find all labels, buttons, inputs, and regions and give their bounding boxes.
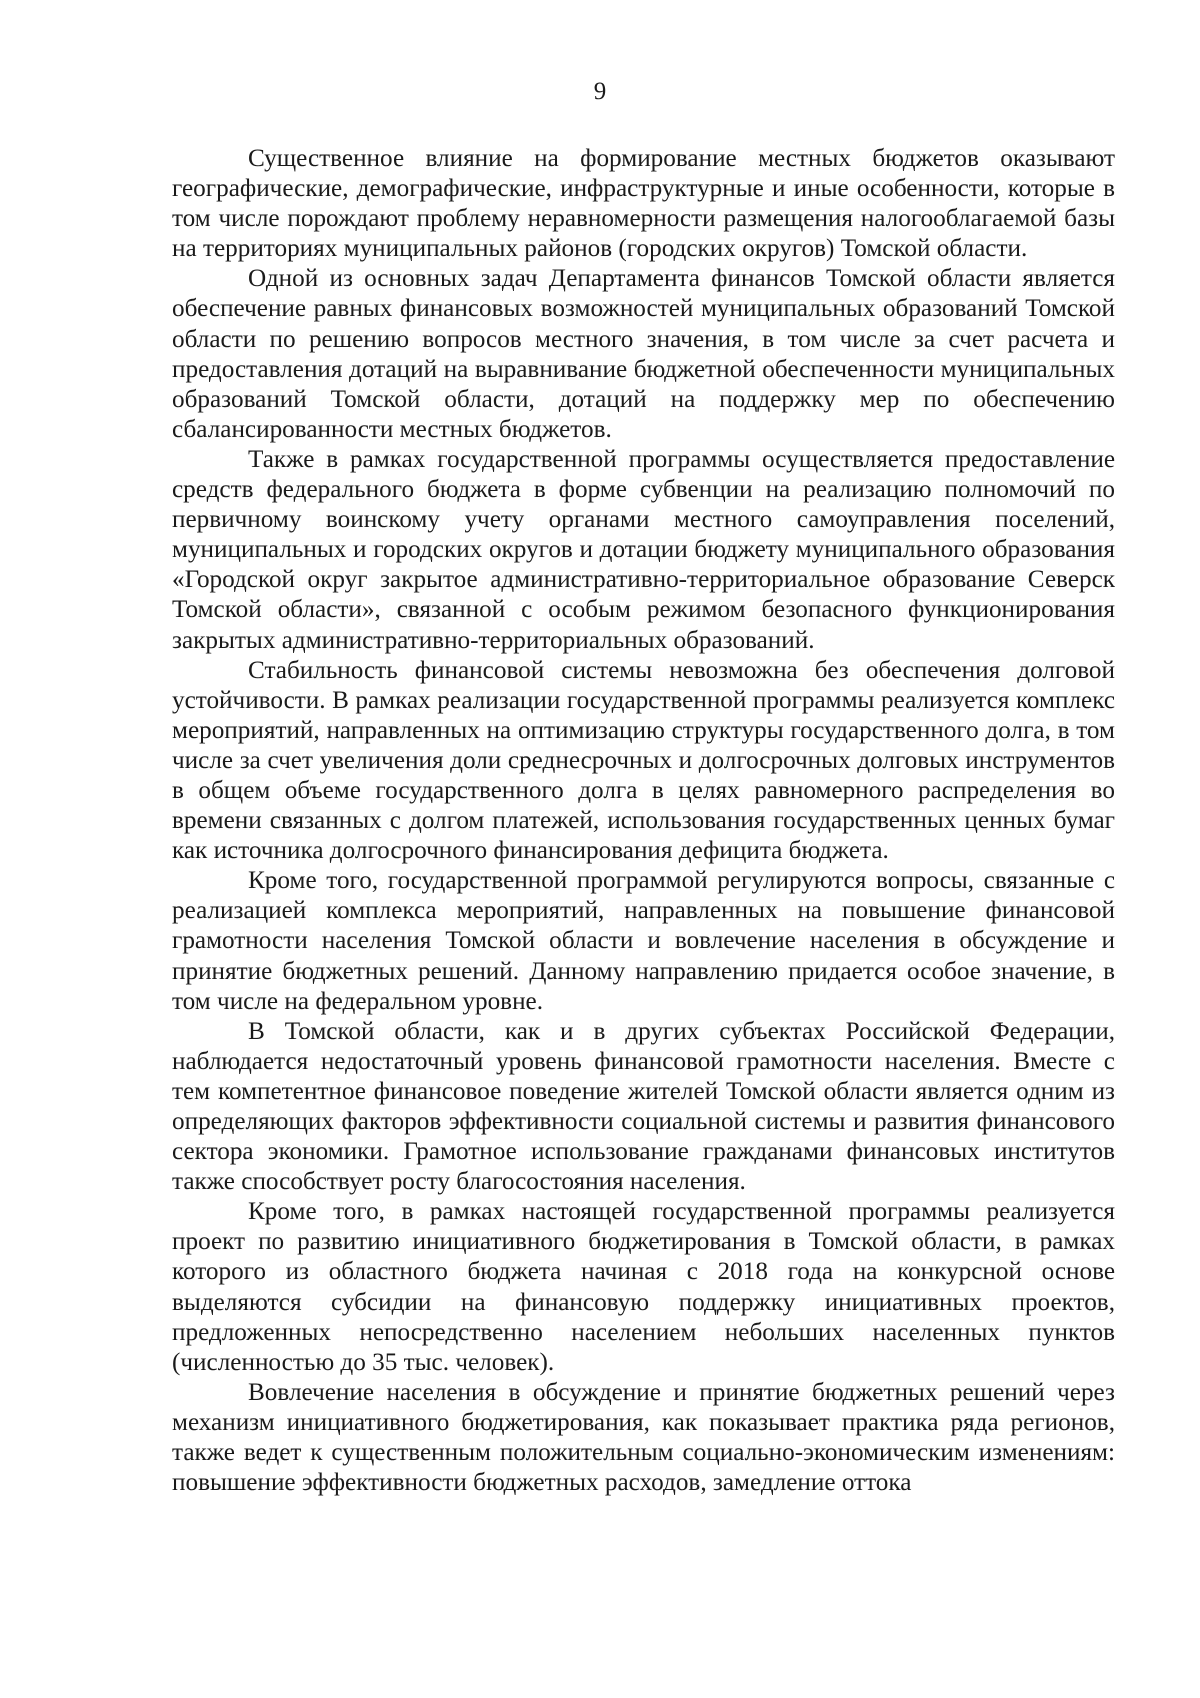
paragraph: Вовлечение населения в обсуждение и принятие бюджетных решений через механизм инициативного бюджетирования, как показывает практика ряда регионов, также ведет к существенным положительным социально-экономическим изменениям: повышение эффективности бюджетных расходов, замедление оттока	[172, 1378, 1115, 1497]
paragraph: Кроме того, в рамках настоящей государственной программы реализуется проект по развитию инициативного бюджетирования в Томской области, в рамках которого из областного бюджета начиная с 2018 года на конкурсной основе выделяются субсидии на финансовую поддержку инициативных проектов, предложенных непосредственно населением небольших населенных пунктов (численностью до 35 тыс. человек).	[172, 1198, 1115, 1376]
page-number: 9	[593, 78, 607, 105]
body-text	[172, 144, 1115, 1498]
paragraph: Кроме того, государственной программой регулируются вопросы, связанные с реализацией комплекса мероприятий, направленных на повышение финансовой грамотности населения Томской области и вовлечение населения в обсуждение и принятие бюджетных решений. Данному направлению придается особое значение, в том числе на федеральном уровне.	[172, 867, 1115, 1015]
paragraph: Также в рамках государственной программы осуществляется предоставление средств федерального бюджета в форме субвенции на реализацию полномочий по первичному воинскому учету органами местного самоуправления поселений, муниципальных и городских округов и дотации бюджету муниципального образования «Городской округ закрытое административно-территориальное образование Северск Томской области», связанной с особым режимом безопасного функционирования закрытых административно-территориальных образований.	[172, 445, 1115, 654]
paragraph: Стабильность финансовой системы невозможна без обеспечения долговой устойчивости. В рамках реализации государственной программы реализуется комплекс мероприятий, направленных на оптимизацию структуры государственного долга, в том числе за счет увеличения доли среднесрочных и долгосрочных долговых инструментов в общем объеме государственного долга в целях равномерного распределения во времени связанных с долгом платежей, использования государственных ценных бумаг как источника долгосрочного финансирования дефицита бюджета.	[172, 656, 1115, 865]
paragraph: В Томской области, как и в других субъектах Российской Федерации, наблюдается недостаточный уровень финансовой грамотности населения. Вместе с тем компетентное финансовое поведение жителей Томской области является одним из определяющих факторов эффективности социальной системы и развития финансового сектора экономики. Грамотное использование гражданами финансовых институтов также способствует росту благосостояния населения.	[172, 1017, 1115, 1196]
paragraph: Существенное влияние на формирование местных бюджетов оказывают географические, демографические, инфраструктурные и иные особенности, которые в том числе порождают проблему неравномерности размещения налогооблагаемой базы на территориях муниципальных районов (городских округов) Томской области.	[172, 145, 1115, 263]
paragraph: Одной из основных задач Департамента финансов Томской области является обеспечение равных финансовых возможностей муниципальных образований Томской области по решению вопросов местного значения, в том числе за счет расчета и предоставления дотаций на выравнивание бюджетной обеспеченности муниципальных образований Томской области, дотаций на поддержку мер по обеспечению сбалансированности местных бюджетов.	[172, 265, 1115, 443]
